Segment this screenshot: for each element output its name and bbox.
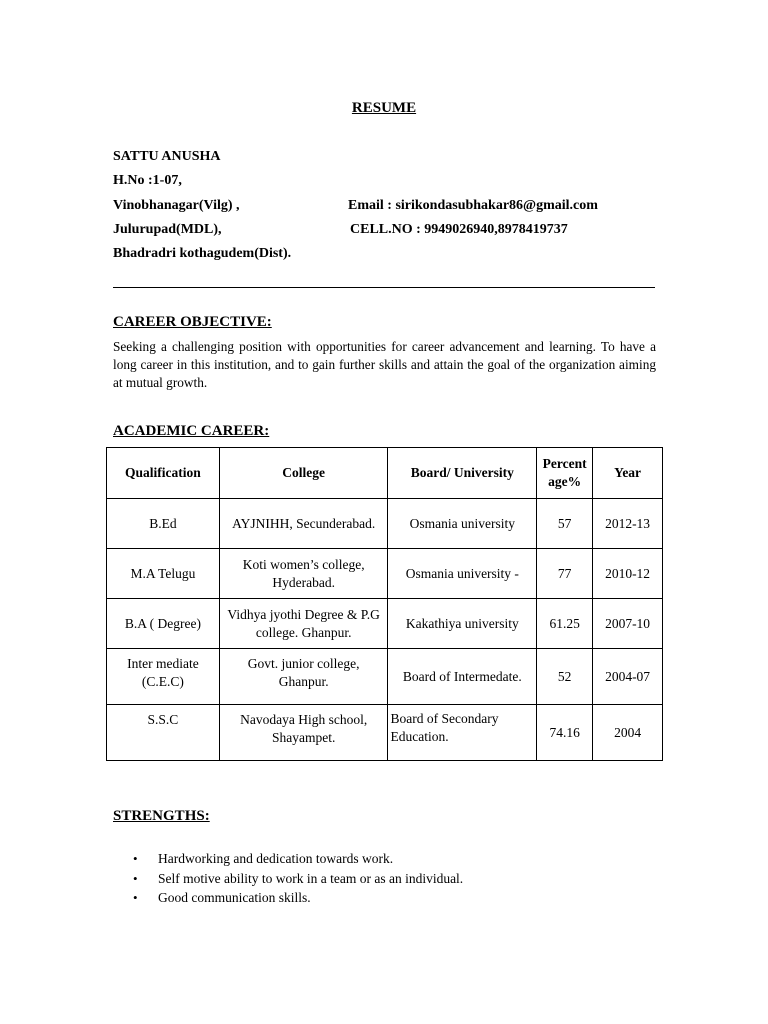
percentage-cell: 77 bbox=[537, 549, 593, 599]
career-objective-heading: CAREER OBJECTIVE: bbox=[113, 314, 272, 330]
header-divider bbox=[113, 287, 655, 288]
cell-label: CELL.NO : bbox=[350, 222, 421, 237]
strength-text: Good communication skills. bbox=[158, 890, 311, 905]
college-cell: Govt. junior college, Ghanpur. bbox=[219, 649, 388, 705]
qualification-cell: B.A ( Degree) bbox=[107, 599, 220, 649]
email-value: sirikondasubhakar86@gmail.com bbox=[395, 198, 598, 213]
strength-text: Hardworking and dedication towards work. bbox=[158, 851, 394, 866]
header-board-university: Board/ University bbox=[388, 448, 537, 499]
strengths-heading: STRENGTHS: bbox=[113, 808, 210, 824]
career-objective-text: Seeking a challenging position with opportunities for career advancement and learning. To have a long career in this institution, and to gain further skills and attain the goal of the organization aiming at mutual growth. bbox=[113, 339, 656, 390]
qualification-cell: S.S.C bbox=[107, 705, 220, 761]
cell-line bbox=[350, 222, 568, 238]
college-cell: Koti women’s college, Hyderabad. bbox=[219, 549, 388, 599]
qualification-cell: M.A Telugu bbox=[107, 549, 220, 599]
percentage-cell: 52 bbox=[537, 649, 593, 705]
strength-text: Self motive ability to work in a team or as an individual. bbox=[158, 870, 464, 886]
year-cell: 2010-12 bbox=[593, 549, 663, 599]
bullet-icon: • bbox=[133, 870, 138, 886]
resume-title: RESUME bbox=[351, 100, 417, 116]
qualification-cell: Inter mediate (C.E.C) bbox=[107, 649, 220, 705]
header-percentage: Percent age% bbox=[537, 448, 593, 499]
board-cell: Osmania university - bbox=[388, 549, 537, 599]
email-line bbox=[348, 198, 598, 214]
percentage-cell: 61.25 bbox=[537, 599, 593, 649]
year-cell: 2012-13 bbox=[593, 499, 663, 549]
college-cell: AYJNIHH, Secunderabad. bbox=[219, 499, 388, 549]
percentage-cell: 57 bbox=[537, 499, 593, 549]
year-cell: 2004-07 bbox=[593, 649, 663, 705]
village: Vinobhanagar(Vilg) , bbox=[113, 198, 240, 213]
percentage-cell: 74.16 bbox=[537, 705, 593, 761]
college-cell: Vidhya jyothi Degree & P.G college. Ghanpur. bbox=[219, 599, 388, 649]
board-cell: Osmania university bbox=[388, 499, 537, 549]
academic-table bbox=[106, 447, 663, 761]
board-cell: Board of Intermedate. bbox=[388, 649, 537, 705]
header-qualification: Qualification bbox=[107, 448, 220, 499]
list-item bbox=[113, 849, 463, 869]
list-item bbox=[113, 869, 463, 889]
applicant-name: SATTU ANUSHA bbox=[113, 149, 221, 164]
table-header-row bbox=[107, 448, 663, 499]
year-cell: 2004 bbox=[593, 705, 663, 761]
table-row bbox=[107, 705, 663, 761]
college-cell: Navodaya High school, Shayampet. bbox=[219, 705, 388, 761]
board-cell: Board of Secondary Education. bbox=[388, 705, 537, 761]
academic-career-heading: ACADEMIC CAREER: bbox=[113, 423, 270, 439]
email-label: Email : bbox=[348, 198, 392, 213]
list-item bbox=[113, 888, 463, 908]
board-cell: Kakathiya university bbox=[388, 599, 537, 649]
strengths-list bbox=[113, 849, 463, 908]
table-row bbox=[107, 549, 663, 599]
year-cell: 2007-10 bbox=[593, 599, 663, 649]
header-college: College bbox=[219, 448, 388, 499]
table-row bbox=[107, 599, 663, 649]
district: Bhadradri kothagudem(Dist). bbox=[113, 246, 292, 261]
bullet-icon: • bbox=[133, 851, 138, 866]
qualification-cell: B.Ed bbox=[107, 499, 220, 549]
header-year: Year bbox=[593, 448, 663, 499]
cell-value: 9949026940,8978419737 bbox=[424, 222, 568, 237]
bullet-icon: • bbox=[133, 890, 138, 905]
table-row bbox=[107, 499, 663, 549]
house-number: H.No :1-07, bbox=[113, 173, 182, 188]
mandal: Julurupad(MDL), bbox=[113, 222, 222, 237]
table-row bbox=[107, 649, 663, 705]
